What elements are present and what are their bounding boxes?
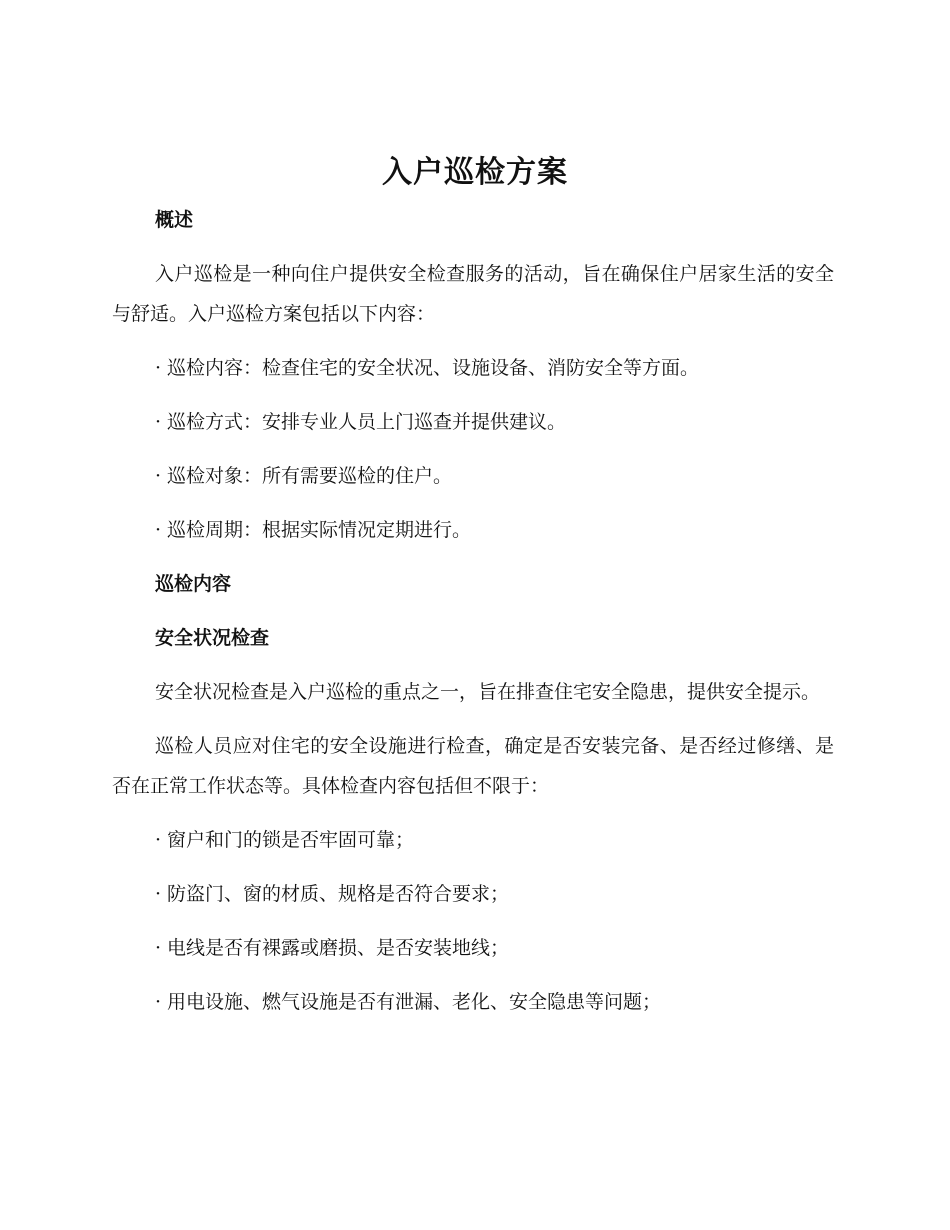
list-item <box>112 982 834 1022</box>
document-body <box>112 200 834 1036</box>
list-item <box>112 874 834 914</box>
list-item <box>112 928 834 968</box>
list-item <box>112 402 834 442</box>
section-heading-overview: 概述 <box>155 209 194 231</box>
list-item-text: 防盗门、窗的材质、规格是否符合要求； <box>167 883 510 905</box>
list-item-text: 窗户和门的锁是否牢固可靠； <box>167 829 415 851</box>
bullet-dot: · <box>155 519 162 541</box>
subsection-heading-safety: 安全状况检查 <box>155 627 270 649</box>
list-item-text: 巡检对象：所有需要巡检的住户。 <box>167 465 453 487</box>
list-item-text: 巡检内容：检查住宅的安全状况、设施设备、消防安全等方面。 <box>167 357 700 379</box>
paragraph-overview: 入户巡检是一种向住户提供安全检查服务的活动，旨在确保住户居家生活的安全与舒适。入户巡检方案包括以下内容： <box>112 263 834 325</box>
document-title: 入户巡检方案 <box>382 155 568 190</box>
paragraph-safety-details: 巡检人员应对住宅的安全设施进行检查，确定是否安装完备、是否经过修缮、是否在正常工作状态等。具体检查内容包括但不限于： <box>112 735 834 797</box>
bullet-dot: · <box>155 465 162 487</box>
bullet-dot: · <box>155 411 162 433</box>
list-item-text: 巡检周期：根据实际情况定期进行。 <box>167 519 472 541</box>
bullet-dot: · <box>155 829 162 851</box>
list-item <box>112 456 834 496</box>
list-item-text: 电线是否有裸露或磨损、是否安装地线； <box>167 937 510 959</box>
paragraph-safety-intro: 安全状况检查是入户巡检的重点之一，旨在排查住宅安全隐患，提供安全提示。 <box>155 681 821 703</box>
list-item <box>112 820 834 860</box>
bullet-dot: · <box>155 883 162 905</box>
list-item-text: 巡检方式：安排专业人员上门巡查并提供建议。 <box>167 411 567 433</box>
list-item <box>112 348 834 388</box>
bullet-dot: · <box>155 937 162 959</box>
list-item-text: 用电设施、燃气设施是否有泄漏、老化、安全隐患等问题； <box>167 991 662 1013</box>
list-item <box>112 510 834 550</box>
section-heading-content: 巡检内容 <box>155 573 232 595</box>
bullet-dot: · <box>155 357 162 379</box>
bullet-dot: · <box>155 991 162 1013</box>
